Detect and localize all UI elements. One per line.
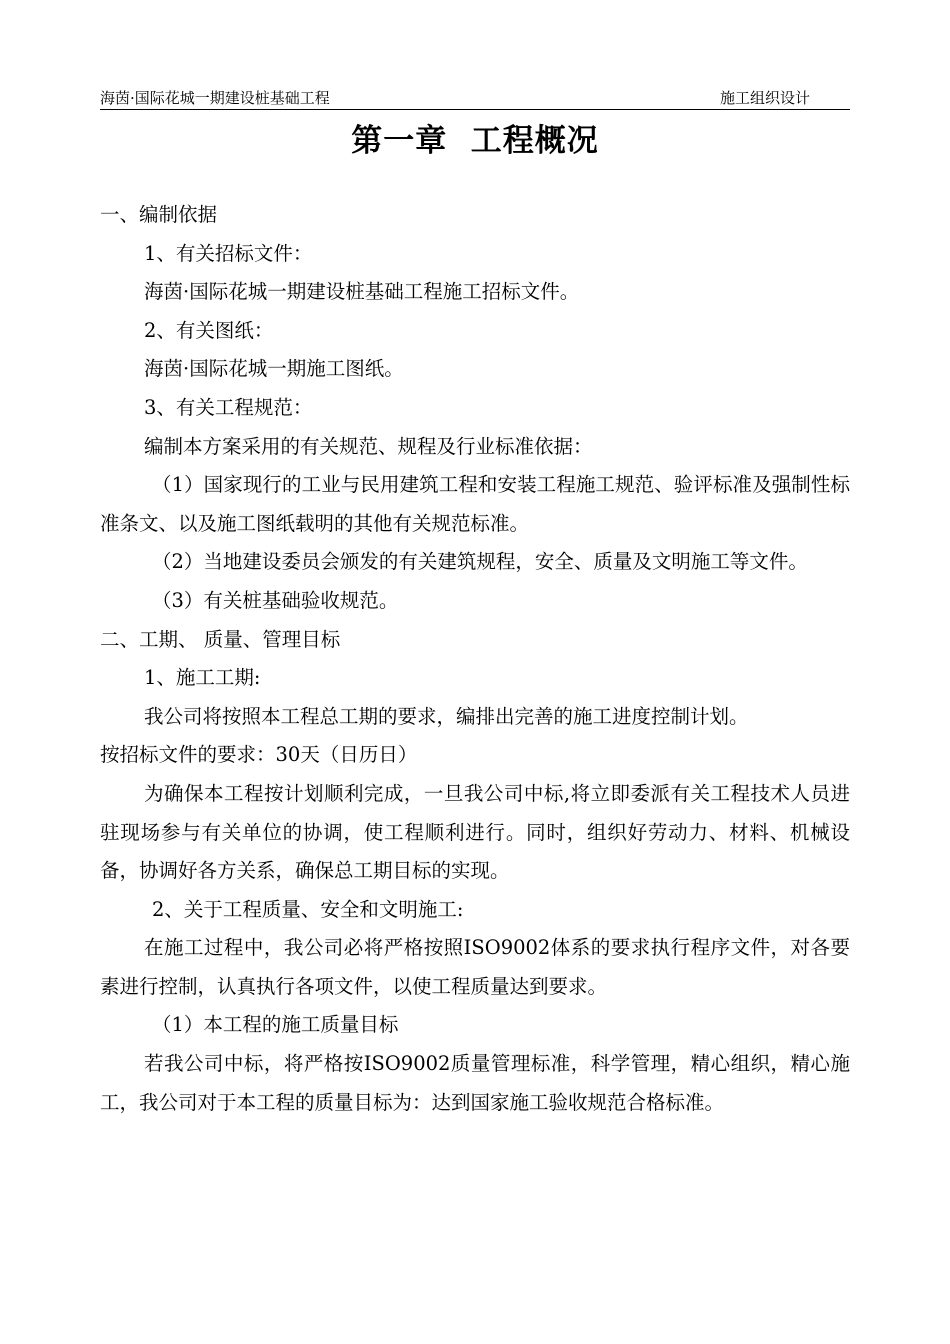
item-tender-docs: 1、有关招标文件： bbox=[144, 241, 313, 265]
header-document-type: 施工组织设计 bbox=[720, 89, 811, 107]
text-drawings: 海茵·国际花城一期施工图纸。 bbox=[144, 357, 404, 381]
text-specifications: 编制本方案采用的有关规范、规程及行业标准依据： bbox=[144, 434, 593, 458]
item-quality-target: （1）本工程的施工质量目标 bbox=[152, 1013, 399, 1037]
item-drawings: 2、有关图纸： bbox=[144, 318, 274, 342]
text-quality-target: 若我公司中标，将严格按ISO9002质量管理标准，科学管理，精心组织，精心施工，我公司对于本工程的质量目标为：达到国家施工验收规范合格标准。 bbox=[100, 1052, 850, 1114]
spec-item-2: （2）当地建设委员会颁发的有关建筑规程，安全、质量及文明施工等文件。 bbox=[152, 550, 808, 574]
item-specifications: 3、有关工程规范： bbox=[144, 395, 313, 419]
header-project-name: 海茵·国际花城一期建设桩基础工程 bbox=[100, 89, 330, 107]
text-tender-docs: 海茵·国际花城一期建设桩基础工程施工招标文件。 bbox=[144, 280, 580, 304]
section-heading-goals: 二、工期、 质量、管理目标 bbox=[100, 627, 341, 651]
text-tender-duration: 按招标文件的要求：30天（日历日） bbox=[100, 743, 418, 767]
chapter-title: 第一章 工程概况 bbox=[351, 123, 599, 159]
item-construction-period: 1、施工工期: bbox=[144, 666, 261, 690]
document-body bbox=[100, 196, 850, 1122]
text-schedule-assurance: 为确保本工程按计划顺利完成，一旦我公司中标,将立即委派有关工程技术人员进驻现场参与有关单位的协调，使工程顺利进行。同时，组织好劳动力、材料、机械设备，协调好各方关系，确保总工期目标的实现。 bbox=[100, 781, 850, 883]
spec-item-3: （3）有关桩基础验收规范。 bbox=[152, 588, 399, 612]
page-header bbox=[100, 87, 850, 110]
spec-item-1: （1）国家现行的工业与民用建筑工程和安装工程施工规范、验评标准及强制性标准条文、以及施工图纸载明的其他有关规范标准。 bbox=[100, 473, 850, 535]
item-quality-safety: 2、关于工程质量、安全和文明施工: bbox=[152, 897, 464, 921]
section-heading-basis: 一、编制依据 bbox=[100, 203, 218, 226]
text-iso-process: 在施工过程中，我公司必将严格按照ISO9002体系的要求执行程序文件，对各要素进行控制，认真执行各项文件，以使工程质量达到要求。 bbox=[100, 936, 850, 998]
text-schedule-plan: 我公司将按照本工程总工期的要求，编排出完善的施工进度控制计划。 bbox=[144, 704, 749, 728]
